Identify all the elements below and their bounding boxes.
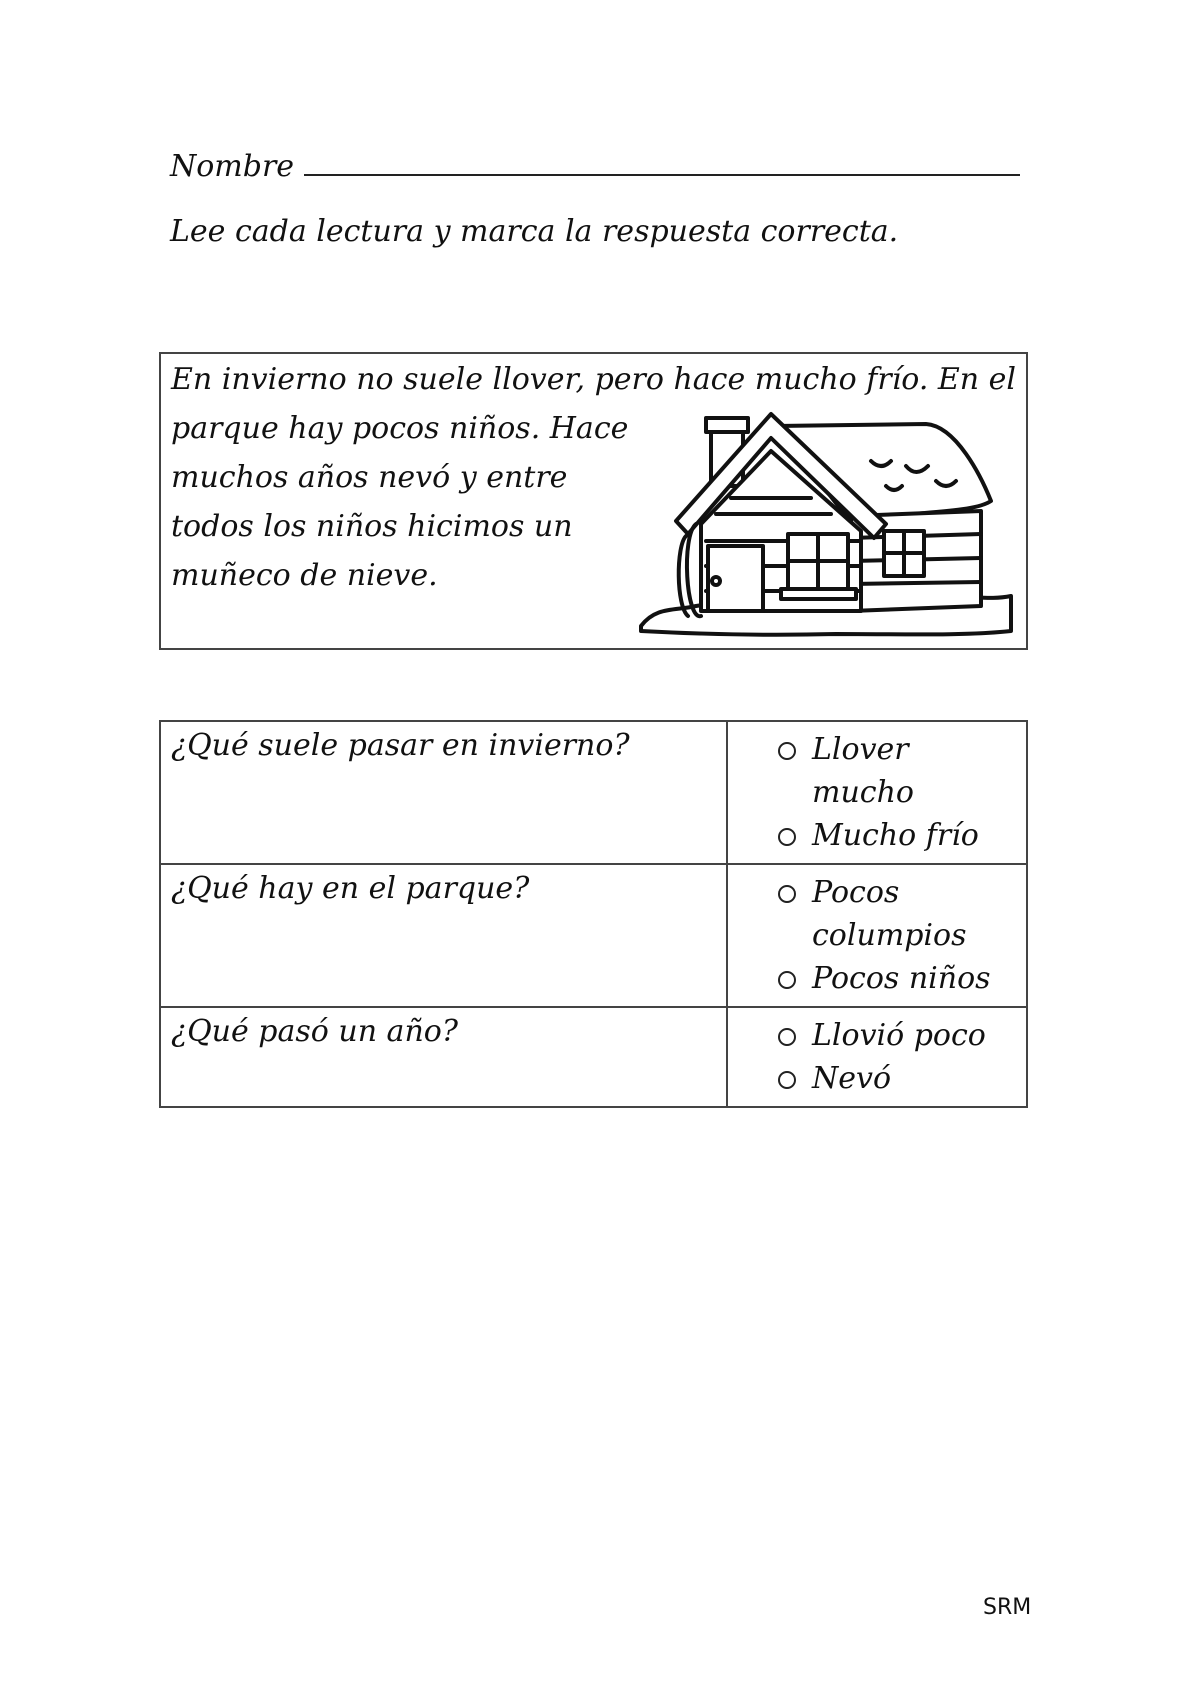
answer-option[interactable] bbox=[778, 1014, 1016, 1057]
radio-circle-icon[interactable] bbox=[778, 1071, 796, 1089]
answer-option[interactable] bbox=[778, 1057, 1016, 1100]
option-label: Llover mucho bbox=[812, 732, 914, 810]
question-text: ¿Qué pasó un año? bbox=[160, 1007, 727, 1107]
answer-option[interactable] bbox=[778, 957, 1016, 1000]
name-label: Nombre bbox=[170, 149, 295, 184]
question-row bbox=[160, 721, 1027, 864]
option-label: Nevó bbox=[812, 1061, 892, 1096]
option-label: Mucho frío bbox=[812, 818, 979, 853]
reading-line: En invierno no suele llover, pero hace mucho frío. En el bbox=[171, 362, 1017, 397]
radio-circle-icon[interactable] bbox=[778, 742, 796, 760]
instructions: Lee cada lectura y marca la respuesta correcta. bbox=[170, 214, 899, 249]
radio-circle-icon[interactable] bbox=[778, 828, 796, 846]
question-row bbox=[160, 1007, 1027, 1107]
question-text: ¿Qué hay en el parque? bbox=[160, 864, 727, 1007]
reading-line: todos los niños hicimos un bbox=[171, 509, 573, 544]
option-label: Llovió poco bbox=[812, 1018, 986, 1053]
snowy-house-icon bbox=[636, 406, 1016, 646]
reading-line: muñeco de nieve. bbox=[171, 558, 438, 593]
questions-table bbox=[159, 720, 1028, 1108]
question-text: ¿Qué suele pasar en invierno? bbox=[160, 721, 727, 864]
question-row bbox=[160, 864, 1027, 1007]
name-line bbox=[170, 142, 1020, 182]
answer-option[interactable] bbox=[778, 814, 1016, 857]
answer-options bbox=[727, 1007, 1027, 1107]
radio-circle-icon[interactable] bbox=[778, 1028, 796, 1046]
answer-options bbox=[727, 864, 1027, 1007]
option-label: Pocos niños bbox=[812, 961, 991, 996]
reading-line: parque hay pocos niños. Hace bbox=[171, 411, 629, 446]
option-label: Pocos columpios bbox=[812, 875, 967, 953]
reading-box bbox=[159, 352, 1028, 650]
answer-option[interactable] bbox=[778, 871, 1016, 957]
answer-options bbox=[727, 721, 1027, 864]
reading-line: muchos años nevó y entre bbox=[171, 460, 568, 495]
footer-initials: SRM bbox=[983, 1595, 1032, 1620]
name-field[interactable] bbox=[304, 174, 1020, 176]
radio-circle-icon[interactable] bbox=[778, 885, 796, 903]
answer-option[interactable] bbox=[778, 728, 1016, 814]
radio-circle-icon[interactable] bbox=[778, 971, 796, 989]
